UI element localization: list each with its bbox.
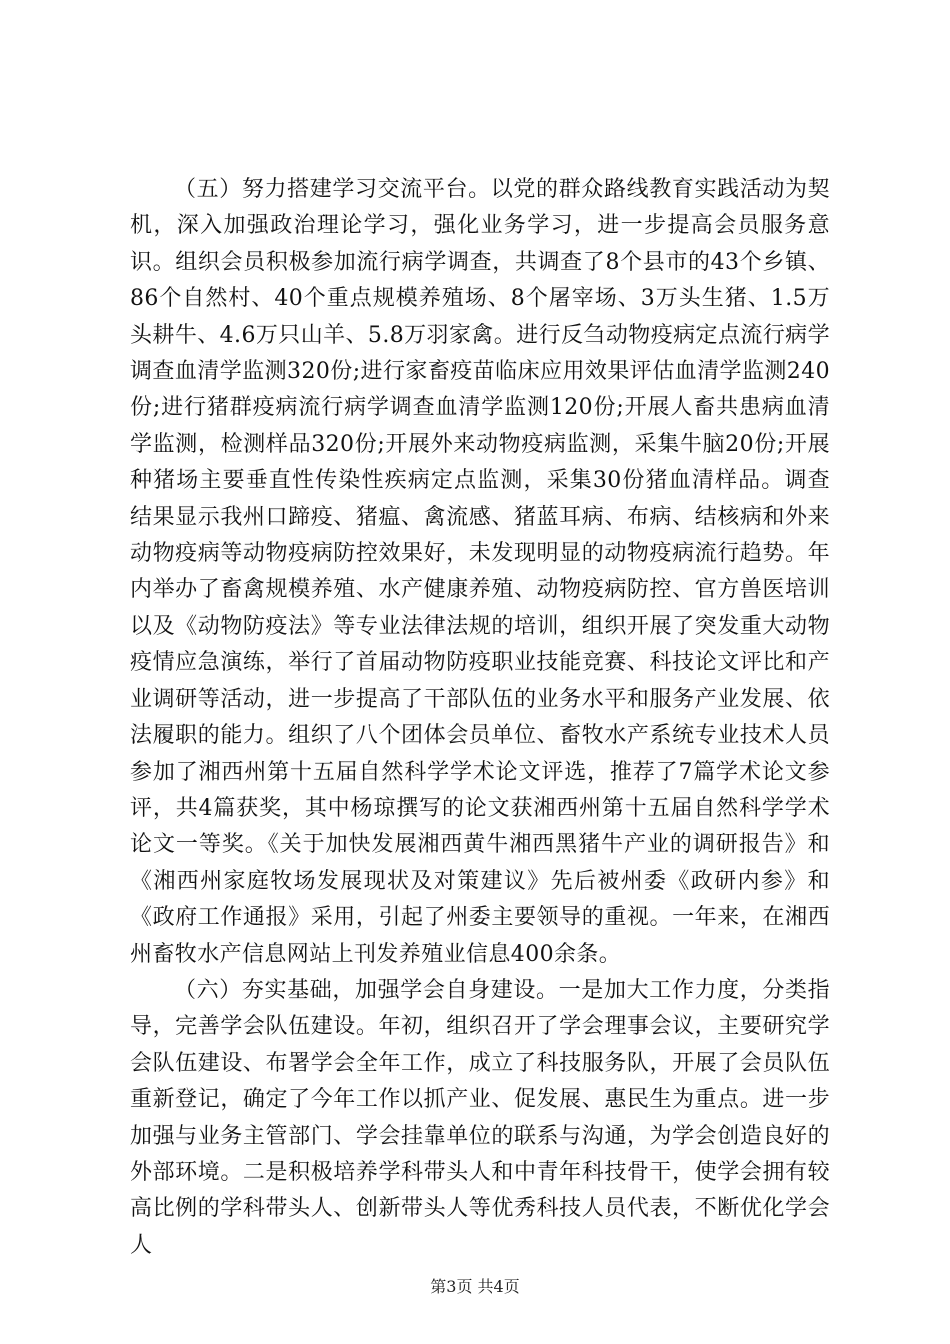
paragraph-5: （五）努力搭建学习交流平台。以党的群众路线教育实践活动为契机，深入加强政治理论学习，强化业务学习，进一步提高会员服务意识。组织会员积极参加流行病学调查，共调查了8个县市的43个乡镇、86个自然村、40个重点规模养殖场、8个屠宰场、3万头生猪、1.5万头耕牛、4.6万只山羊、5.8万羽家禽。进行反刍动物疫病定点流行病学调查血清学监测320份;进行家畜疫苗临床应用效果评估血清学监测240份;进行猪群疫病流行病学调查血清学监测120份;开展人畜共患病血清学监测，检测样品320份;开展外来动物疫病监测，采集牛脑20份;开展种猪场主要垂直性传染性疾病定点监测，采集30份猪血清样品。调查结果显示我州口蹄疫、猪瘟、禽流感、猪蓝耳病、布病、结核病和外来动物疫病等动物疫病防控效果好，未发现明显的动物疫病流行趋势。年内举办了畜禽规模养殖、水产健康养殖、动物疫病防控、官方兽医培训以及《动物防疫法》等专业法律法规的培训，组织开展了突发重大动物疫情应急演练，举行了首届动物防疫职业技能竞赛、科技论文评比和产业调研等活动，进一步提高了干部队伍的业务水平和服务产业发展、依法履职的能力。组织了八个团体会员单位、畜牧水产系统专业技术人员参加了湘西州第十五届自然科学学术论文评选，推荐了7篇学术论文参评，共4篇获奖，其中杨琼撰写的论文获湘西州第十五届自然科学学术论文一等奖。《关于加快发展湘西黄牛湘西黑猪牛产业的调研报告》和《湘西州家庭牧场发展现状及对策建议》先后被州委《政研内参》和《政府工作通报》采用，引起了州委主要领导的重视。一年来，在湘西州畜牧水产信息网站上刊发养殖业信息400余条。 (130, 177, 830, 967)
page-number-footer: 第3页 共4页 (430, 1277, 520, 1296)
paragraph-6: （六）夯实基础，加强学会自身建设。一是加大工作力度，分类指导，完善学会队伍建设。年初，组织召开了学会理事会议，主要研究学会队伍建设、布署学会全年工作，成立了科技服务队，开展了会员队伍重新登记，确定了今年工作以抓产业、促发展、惠民生为重点。进一步加强与业务主管部门、学会挂靠单位的联系与沟通，为学会创造良好的外部环境。二是积极培养学科带头人和中青年科技骨干，使学会拥有较高比例的学科带头人、创新带头人等优秀科技人员代表，不断优化学会人 (130, 977, 830, 1258)
body-text (130, 172, 830, 1264)
